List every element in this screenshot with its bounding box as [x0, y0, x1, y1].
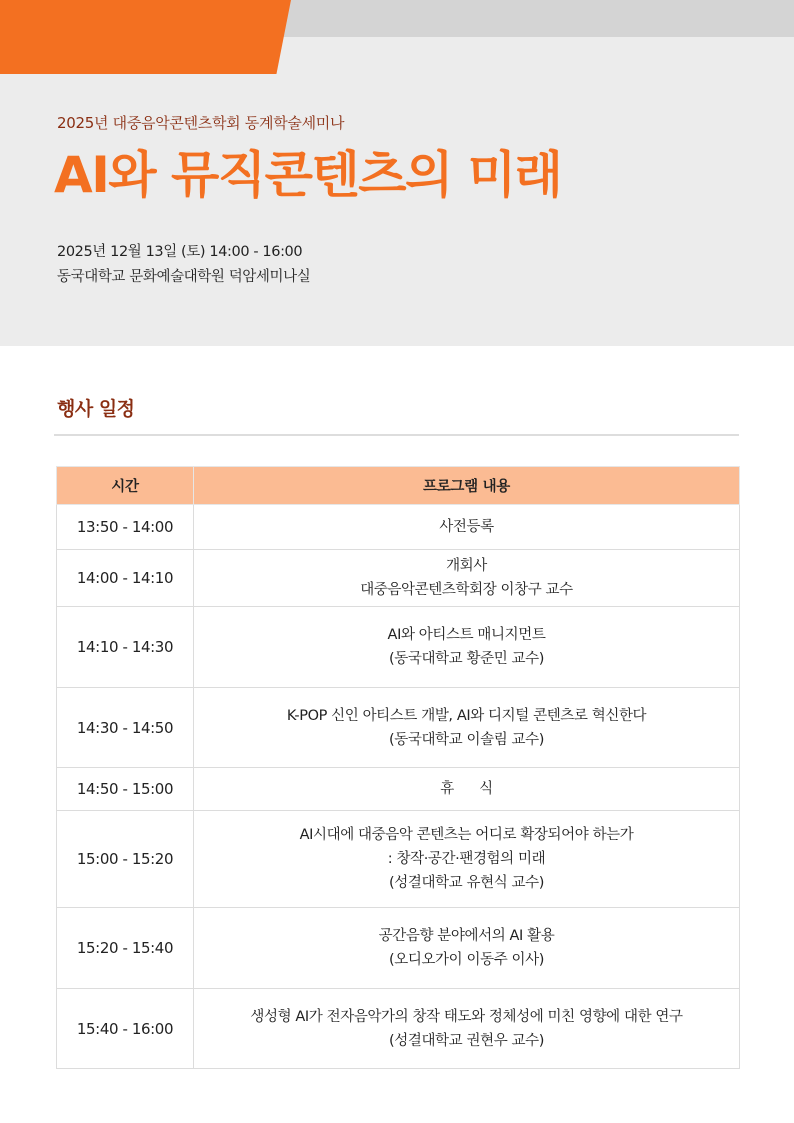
event-title: AI와 뮤직콘텐츠의 미래 — [54, 146, 562, 204]
program-cell — [194, 908, 740, 989]
program-line: AI와 아티스트 매니지먼트 — [387, 627, 546, 643]
schedule-table — [56, 466, 740, 1069]
program-cell — [194, 688, 740, 768]
time-cell: 13:50 - 14:00 — [57, 505, 194, 550]
program-line: 사전등록 — [439, 519, 494, 535]
program-cell — [194, 989, 740, 1069]
program-line: K-POP 신인 아티스트 개발, AI와 디지털 콘텐츠로 혁신한다 — [286, 707, 647, 724]
time-cell: 14:30 - 14:50 — [57, 688, 194, 768]
top-orange-accent — [0, 0, 291, 74]
table-row — [57, 505, 740, 550]
time-cell: 14:10 - 14:30 — [57, 607, 194, 688]
table-row — [57, 550, 740, 607]
program-line: 휴 식 — [440, 781, 493, 797]
time-column-header: 시간 — [57, 467, 194, 505]
table-row — [57, 607, 740, 688]
program-cell — [194, 505, 740, 550]
event-subtitle: 2025년 대중음악콘텐츠학회 동계학술세미나 — [57, 114, 345, 132]
program-cell — [194, 550, 740, 607]
table-row — [57, 768, 740, 811]
program-line: 개회사 — [446, 558, 487, 574]
program-cell — [194, 607, 740, 688]
program-line: (동국대학교 황준민 교수) — [388, 651, 544, 667]
time-cell: 15:20 - 15:40 — [57, 908, 194, 989]
program-line: (오디오가이 이동주 이사) — [388, 952, 544, 968]
table-row — [57, 908, 740, 989]
schedule-body — [57, 505, 740, 1069]
time-cell: 14:50 - 15:00 — [57, 768, 194, 811]
program-line: 생성형 AI가 전자음악가의 창작 태도와 정체성에 미친 영향에 대한 연구 — [250, 1008, 683, 1025]
program-line: (동국대학교 이솔림 교수) — [388, 731, 544, 748]
table-row — [57, 688, 740, 768]
program-column-header: 프로그램 내용 — [194, 467, 740, 505]
program-cell — [194, 811, 740, 908]
time-cell: 14:00 - 14:10 — [57, 550, 194, 607]
section-title: 행사 일정 — [57, 398, 135, 420]
event-venue: 동국대학교 문화예술대학원 덕암세미나실 — [57, 269, 311, 285]
program-line: 대중음악콘텐츠학회장 이창구 교수 — [360, 582, 573, 598]
header-banner — [0, 0, 794, 346]
event-date: 2025년 12월 13일 (토) 14:00 - 16:00 — [57, 244, 303, 260]
section-divider — [54, 434, 739, 436]
time-cell: 15:00 - 15:20 — [57, 811, 194, 908]
table-row — [57, 811, 740, 908]
table-header-row — [57, 467, 740, 505]
program-line: (성결대학교 유현식 교수) — [388, 875, 544, 891]
program-cell — [194, 768, 740, 811]
program-line: AI시대에 대중음악 콘텐츠는 어디로 확장되어야 하는가 — [299, 827, 634, 843]
program-line: 공간음향 분야에서의 AI 활용 — [378, 928, 555, 944]
program-line: : 창작·공간·팬경험의 미래 — [387, 851, 546, 867]
program-line: (성결대학교 권현우 교수) — [388, 1032, 544, 1049]
table-row — [57, 989, 740, 1069]
time-cell: 15:40 - 16:00 — [57, 989, 194, 1069]
